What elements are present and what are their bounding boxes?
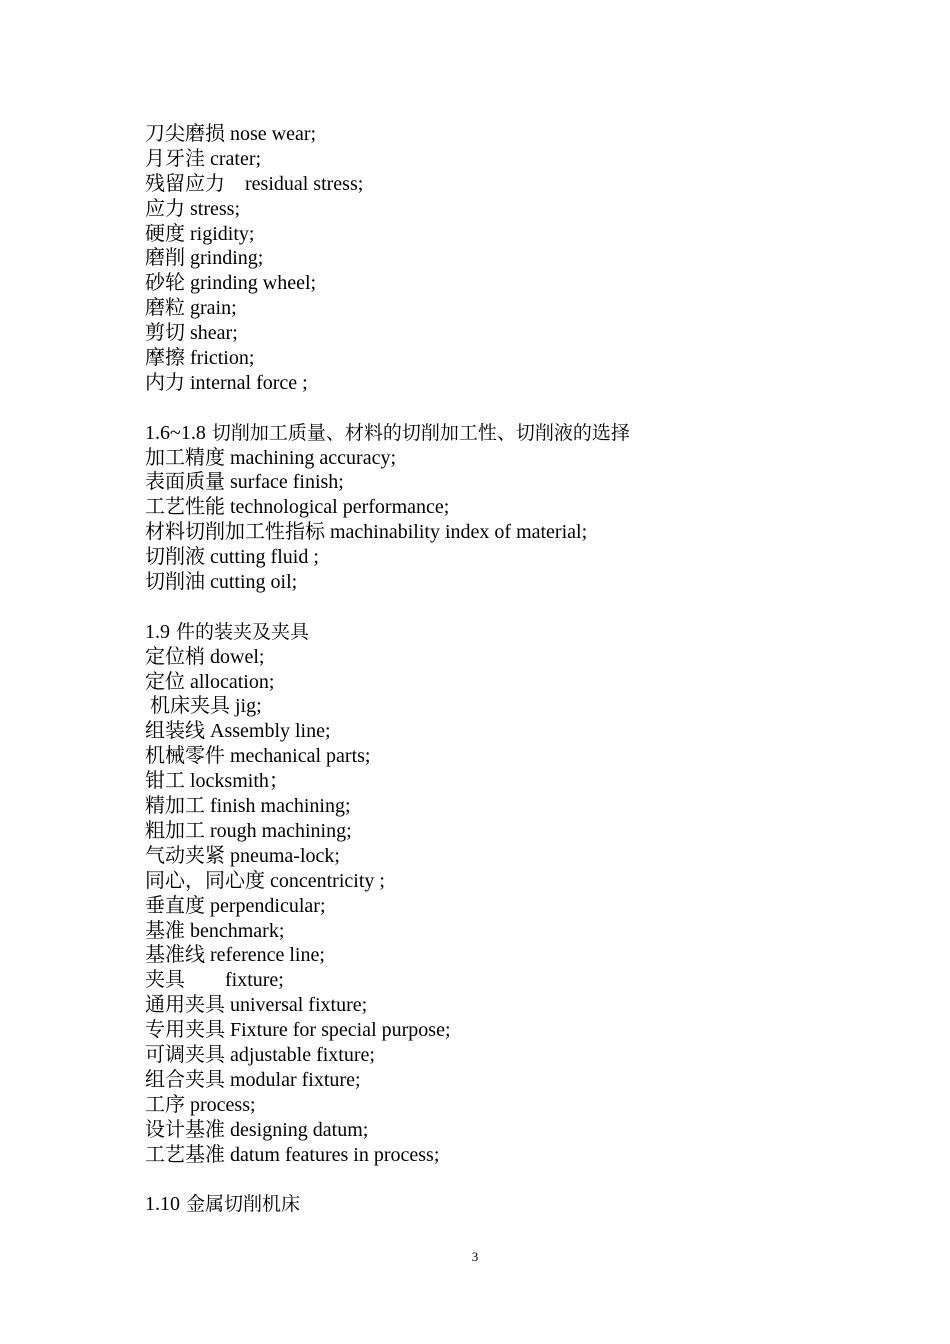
term-line: 应力 stress;	[145, 197, 240, 220]
section-fixtures	[145, 620, 825, 1168]
term-line: 刀尖磨损 nose wear;	[145, 123, 317, 145]
section-heading	[145, 421, 825, 446]
section-machine-tools	[145, 1192, 825, 1217]
page-content	[145, 122, 825, 1217]
page-number: 3	[471, 1249, 479, 1264]
term-line: 基准 benchmark;	[145, 919, 285, 942]
term-line: 工艺基准 datum features in process;	[145, 1143, 440, 1166]
section-heading	[145, 620, 825, 645]
term-line: 内力 internal force ;	[145, 371, 308, 394]
spacer	[145, 1167, 825, 1192]
term-line: 摩擦 friction;	[145, 347, 255, 370]
term-line: 剪切 shear;	[145, 322, 238, 345]
term-line: 夹具 fixture;	[145, 969, 284, 992]
section-title: 件的装夹及夹具	[170, 620, 310, 643]
section-quality-machinability	[145, 421, 825, 595]
term-line: 表面质量 surface finish;	[145, 471, 344, 494]
term-line: 磨削 grinding;	[145, 247, 264, 270]
term-line: 机床夹具 jig;	[145, 695, 262, 718]
term-line: 工艺性能 technological performance;	[145, 496, 450, 519]
term-line: 通用夹具 universal fixture;	[145, 994, 368, 1017]
term-line: 粗加工 rough machining;	[145, 819, 352, 842]
section-title: 金属切削机床	[180, 1193, 301, 1216]
term-line: 残留应力 residual stress;	[145, 172, 364, 195]
term-line: 硬度 rigidity;	[145, 222, 255, 245]
section-number: 1.9	[145, 620, 170, 643]
term-line: 材料切削加工性指标 machinability index of material;	[145, 521, 588, 544]
term-line: 磨粒 grain;	[145, 297, 237, 320]
term-line: 定位梢 dowel;	[145, 645, 265, 668]
term-line: 基准线 reference line;	[145, 944, 325, 967]
section-heading	[145, 1192, 825, 1217]
term-line: 专用夹具 Fixture for special purpose;	[145, 1019, 451, 1042]
term-line: 组装线 Assembly line;	[145, 720, 331, 743]
section-number: 1.6~1.8	[145, 421, 206, 444]
term-line: 砂轮 grinding wheel;	[145, 272, 317, 295]
term-line: 钳工 locksmith；	[145, 770, 289, 793]
term-line: 垂直度 perpendicular;	[145, 894, 326, 917]
term-line: 工序 process;	[145, 1093, 256, 1116]
spacer	[145, 396, 825, 421]
term-line: 组合夹具 modular fixture;	[145, 1068, 361, 1091]
term-line: 设计基准 designing datum;	[145, 1118, 369, 1141]
term-line: 定位 allocation;	[145, 670, 275, 693]
term-line: 可调夹具 adjustable fixture;	[145, 1043, 375, 1066]
term-line: 加工精度 machining accuracy;	[145, 446, 397, 469]
section-title: 切削加工质量、材料的切削加工性、切削液的选择	[205, 421, 630, 444]
spacer	[145, 595, 825, 620]
section-number: 1.10	[145, 1193, 180, 1216]
section-cutting-terms	[145, 122, 825, 396]
term-line: 切削液 cutting fluid ;	[145, 546, 319, 569]
term-line: 月牙洼 crater;	[145, 147, 262, 170]
term-line: 气动夹紧 pneuma-lock;	[145, 844, 340, 867]
term-line: 机械零件 mechanical parts;	[145, 745, 371, 768]
term-line: 同心，同心度 concentricity ;	[145, 869, 385, 892]
term-line: 切削油 cutting oil;	[145, 571, 298, 594]
term-line: 精加工 finish machining;	[145, 795, 351, 818]
